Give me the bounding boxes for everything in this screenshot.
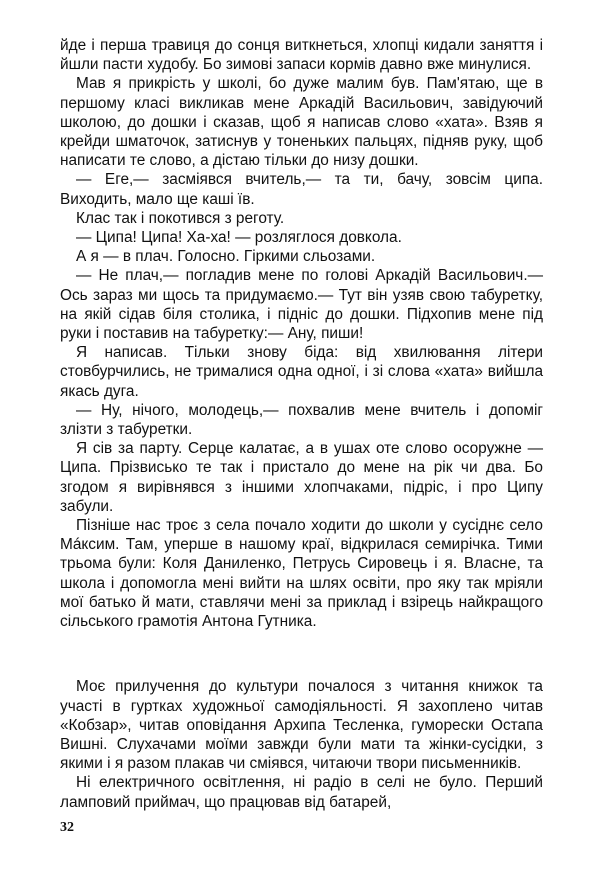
paragraph: Мав я прикрість у школі, бо дуже малим був. Пам'ятаю, ще в першому класі викликав мене Аркадій Васильович, завідуючий школою, до дошки і сказав, щоб я написав слово «хата». Взяв я крейди шматочок, затиснув у тоненьких пальцях, підняв руку, щоб написати те слово, а дістаю тільки до низу дошки. <box>60 75 543 170</box>
paragraph: Моє прилучення до культури почалося з читання книжок та участі в гуртках художньої самодіяльності. Я захоплено читав «Кобзар», читав оповідання Архипа Тесленка, гуморески Остапа Вишні. Слухачами моїми завжди були мати та жінки-сусідки, з якими і я разом плакав чи сміявся, читаючи твори письменників. <box>60 678 543 773</box>
dialogue-line: — Не плач,— погладив мене по голові Аркадій Васильович.— Ось зараз ми щось та придумаємо.— Тут він узяв свою табуретку, на якій сідав біля столика, і підніс до дошки. Підхопив мене під руки і поставив на табуретку:— Ану, пиши! <box>60 267 543 343</box>
book-page <box>60 36 543 812</box>
paragraph: йде і перша травиця до сонця виткнеться, хлопці кидали заняття і йшли пасти худобу. Бо зимові запаси кормів давно вже минулися. <box>60 37 543 74</box>
section-break <box>60 631 543 677</box>
paragraph: Я сів за парту. Серце калатає, а в ушах оте слово осоружне — Ципа. Прізвисько те так і пристало до мене на рік чи два. Бо згодом я вирівнявся з іншими хлопчаками, підріс, і про Ципу забули. <box>60 440 543 515</box>
dialogue-line: — Ну, нічого, молодець,— похвалив мене вчитель і допоміг злізти з табуретки. <box>60 401 543 439</box>
paragraph: Клас так і покотився з реготу. <box>76 209 285 227</box>
paragraph: Ні електричного освітлення, ні радіо в селі не було. Перший ламповий приймач, що працював від батарей, <box>60 774 543 811</box>
dialogue-line: — Еге,— засміявся вчитель,— та ти, бачу, зовсім ципа. Виходить, мало ще каші їв. <box>60 171 543 208</box>
paragraph: Я написав. Тільки знову біда: від хвилювання літери стовбурчились, не трималися одна одної, і зі слова «хата» вийшла якась дуга. <box>60 344 543 400</box>
paragraph: А я — в плач. Голосно. Гіркими сльозами. <box>76 248 376 266</box>
paragraph: Пізніше нас троє з села почало ходити до школи у сусіднє село Máксим. Там, уперше в нашому краї, відкрилася семирічка. Тими трьома були: Коля Даниленко, Петрусь Сировець і я. Власне, та школа і допомогла мені вийти на шлях освіти, про яку так мріяли мої батько й мати, ставлячи мені за приклад і взірець найкращого сільського грамотія Антона Гутника. <box>60 517 543 631</box>
page-number: 32 <box>60 820 74 835</box>
dialogue-line: — Ципа! Ципа! Ха-ха! — розляглося довкола. <box>76 229 402 247</box>
